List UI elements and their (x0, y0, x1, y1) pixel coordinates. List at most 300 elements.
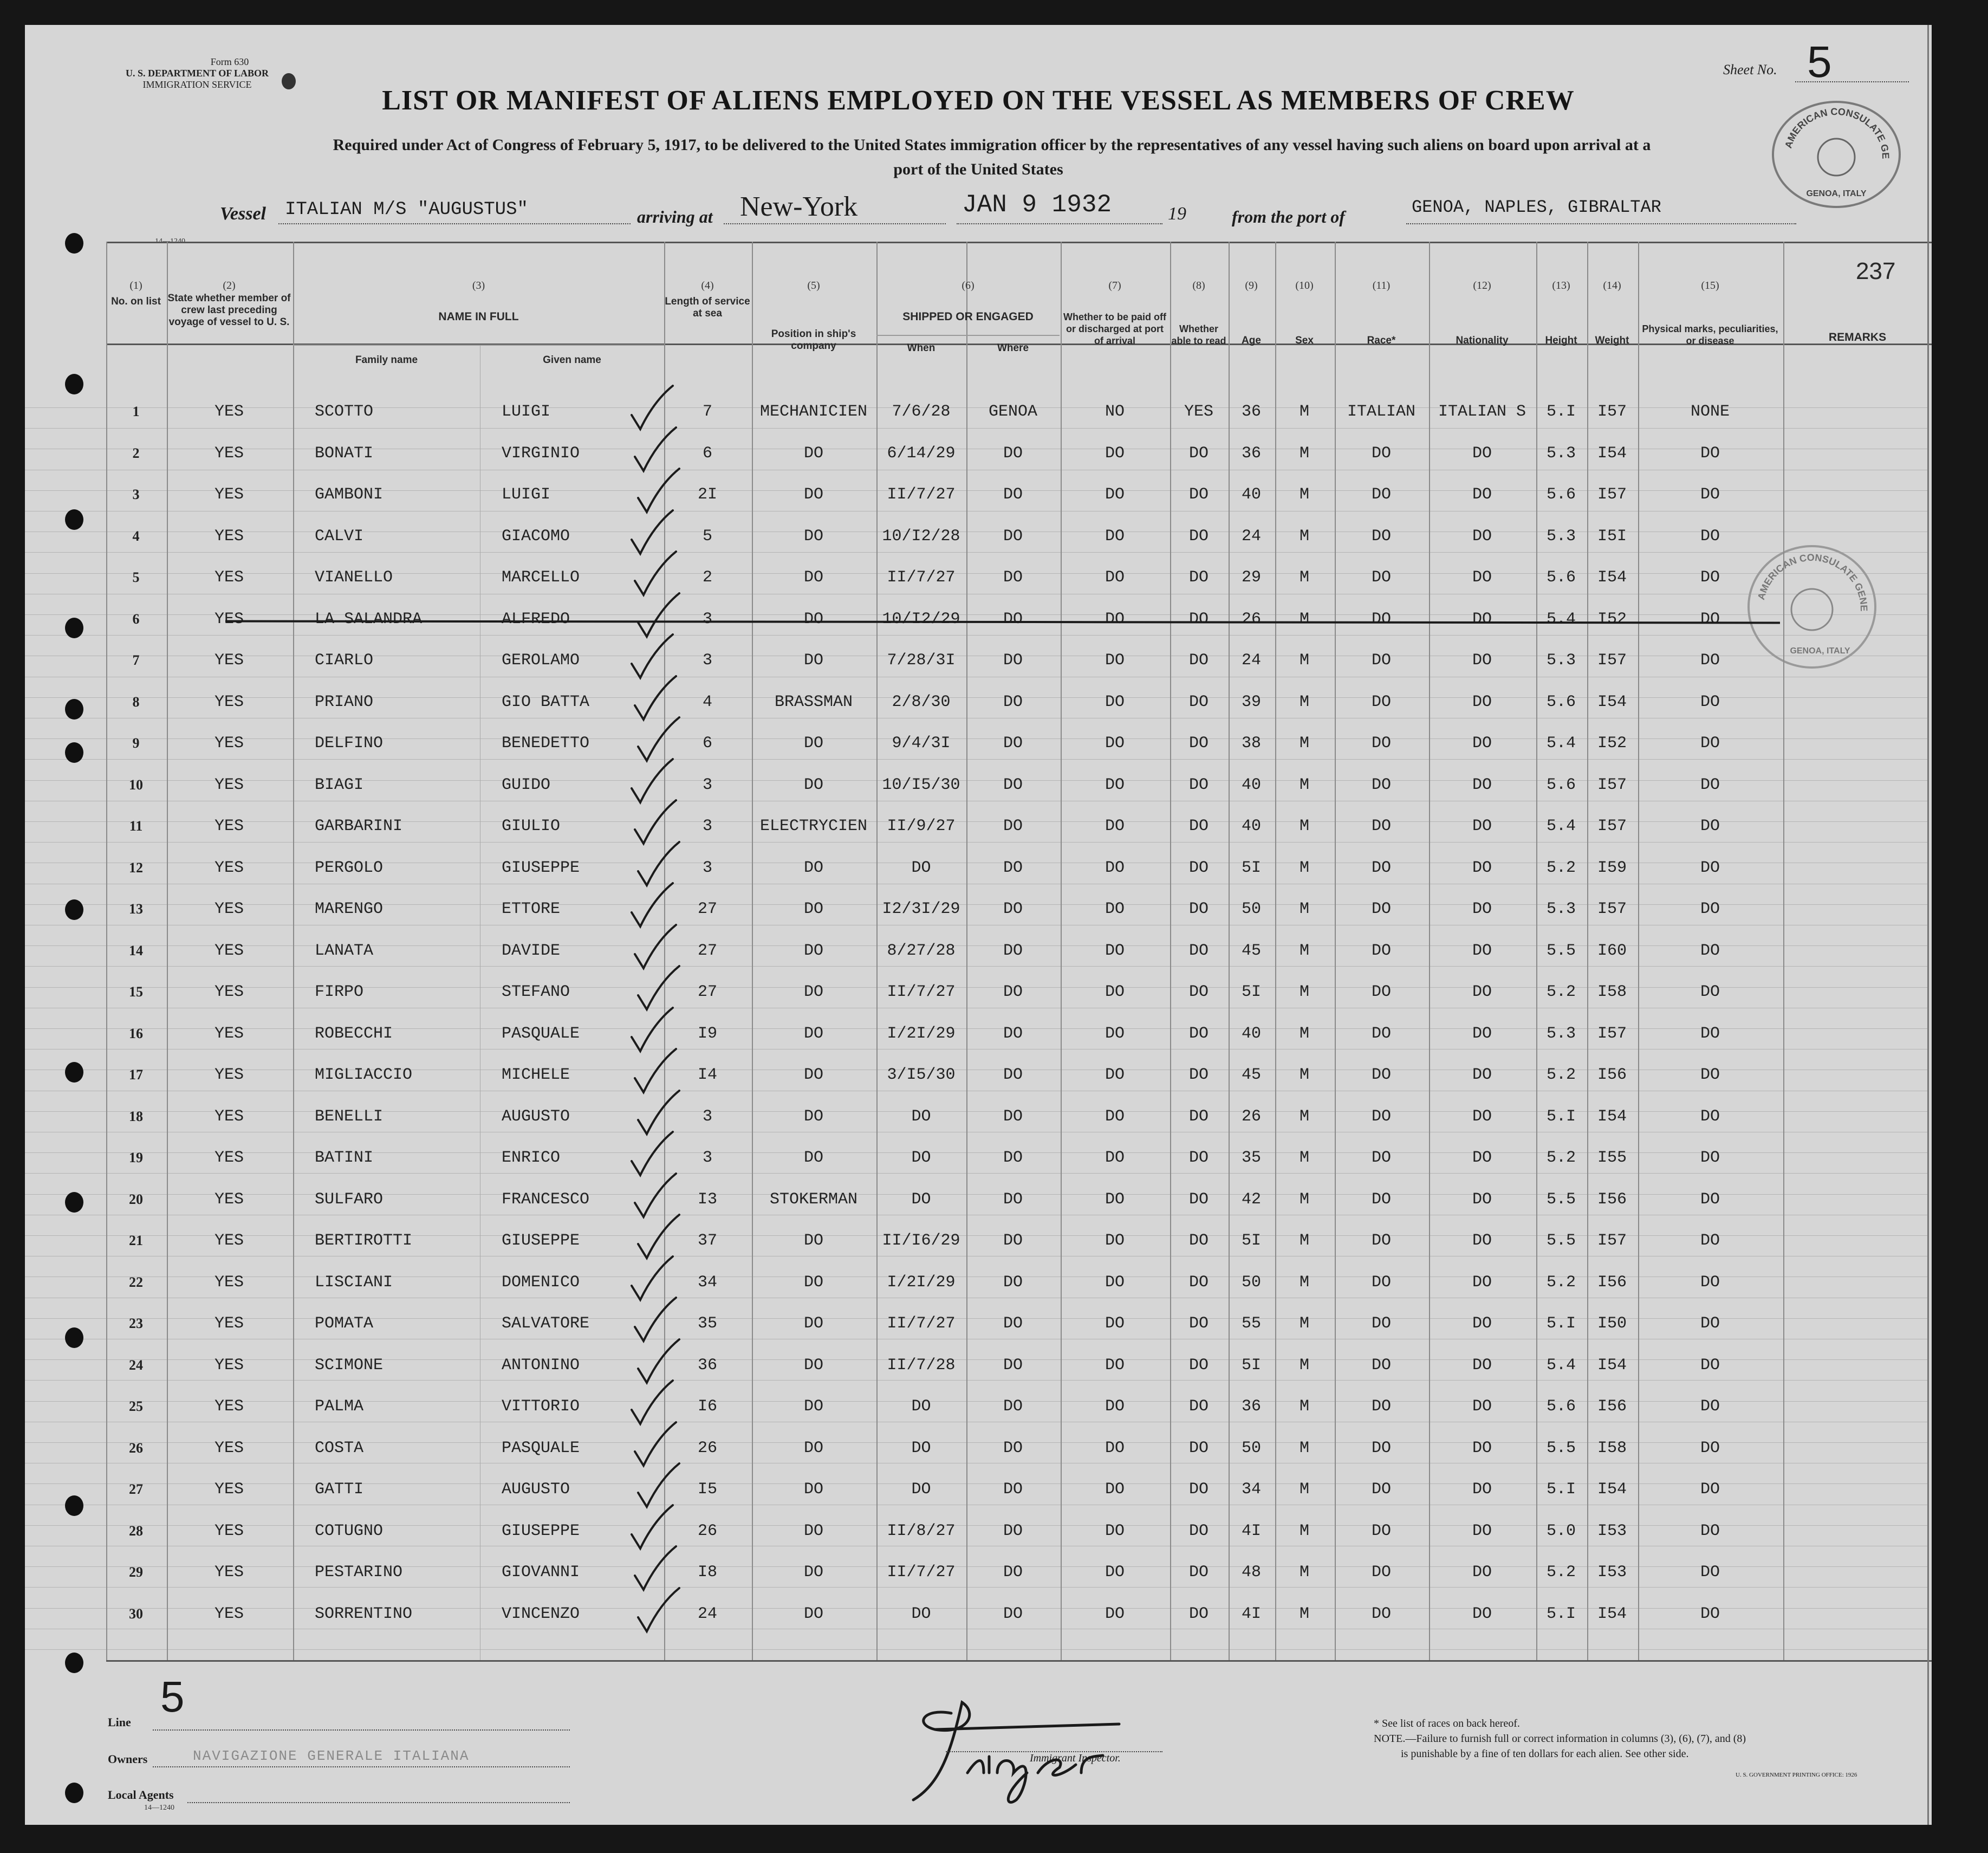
cell-age: 36 (1241, 444, 1261, 463)
cell-service: 27 (697, 941, 717, 960)
table-row (25, 723, 1932, 764)
cell-when: II/9/27 (887, 817, 956, 835)
column-number: (4) (701, 280, 714, 291)
cell-read: DO (1188, 1563, 1209, 1582)
cell-weight: I58 (1597, 1439, 1627, 1457)
cell-read: DO (1188, 610, 1209, 629)
cell-nationality: DO (1472, 734, 1492, 753)
cell-height: 5.5 (1546, 1232, 1576, 1250)
cell-marks: NONE (1690, 403, 1730, 421)
header-race: Race* (1367, 335, 1396, 346)
cell-marks: DO (1700, 610, 1720, 629)
cell-sex: M (1299, 983, 1309, 1001)
port-value-line (1406, 223, 1796, 224)
cell-read: DO (1188, 1149, 1209, 1167)
cell-nationality: DO (1472, 817, 1492, 835)
line-value: 5 (160, 1673, 185, 1721)
cell-race: DO (1371, 1232, 1391, 1250)
department-name: U. S. DEPARTMENT OF LABOR (125, 68, 269, 79)
cell-nationality: DO (1472, 1314, 1492, 1333)
cell-state: YES (214, 1439, 244, 1457)
cell-sex: M (1299, 610, 1309, 629)
cell-position: DO (803, 1024, 823, 1043)
cell-when: I/2I/29 (887, 1273, 956, 1292)
cell-marks: DO (1700, 1604, 1720, 1623)
header-length-service: Length of service at sea (665, 296, 750, 319)
cell-where: DO (1003, 1604, 1023, 1623)
cell-no: 30 (129, 1605, 143, 1622)
cell-height: 5.6 (1546, 775, 1576, 794)
cell-weight: I52 (1597, 734, 1627, 753)
cell-when: DO (911, 858, 931, 877)
cell-when: 7/28/3I (887, 651, 956, 670)
cell-when: II/7/27 (887, 1314, 956, 1333)
cell-weight: I57 (1597, 403, 1627, 421)
cell-read: DO (1188, 692, 1209, 711)
cell-marks: DO (1700, 651, 1720, 670)
cell-state: YES (214, 941, 244, 960)
cell-given: GIUSEPPE (502, 1232, 580, 1250)
cell-weight: I55 (1597, 1149, 1627, 1167)
header-nationality: Nationality (1456, 335, 1509, 346)
cell-paid: DO (1105, 900, 1125, 918)
line-label: Line (108, 1715, 131, 1729)
cell-height: 5.2 (1546, 1066, 1576, 1084)
cell-when: 9/4/3I (892, 734, 951, 753)
cell-state: YES (214, 1480, 244, 1499)
stamp-middle-text: AMERICAN CONSULATE GENE (1755, 552, 1870, 612)
cell-weight: I58 (1597, 983, 1627, 1001)
cell-read: DO (1188, 651, 1209, 670)
cell-position: DO (803, 485, 823, 504)
cell-no: 8 (132, 694, 140, 710)
cell-sex: M (1299, 1107, 1309, 1126)
cell-state: YES (214, 900, 244, 918)
cell-age: 40 (1241, 817, 1261, 835)
stamp-top-city: GENOA, ITALY (1806, 189, 1867, 198)
cell-service: I8 (697, 1563, 717, 1582)
header-paid-off: Whether to be paid off or discharged at port of arrival (1063, 312, 1166, 346)
cell-age: 34 (1241, 1480, 1261, 1499)
arrival-date-line (957, 223, 1162, 224)
cell-marks: DO (1700, 692, 1720, 711)
table-row (25, 1013, 1932, 1054)
cell-age: 40 (1241, 775, 1261, 794)
cell-height: 5.2 (1546, 1563, 1576, 1582)
cell-paid: DO (1105, 1521, 1125, 1540)
cell-height: 5.I (1546, 1314, 1576, 1333)
cell-given: ANTONINO (502, 1356, 580, 1375)
cell-marks: DO (1700, 1190, 1720, 1209)
cell-where: DO (1003, 1563, 1023, 1582)
cell-paid: DO (1105, 1024, 1125, 1043)
column-number: (11) (1372, 280, 1391, 291)
vessel-value-line (278, 223, 631, 224)
binding-hole (65, 742, 83, 763)
cell-service: 37 (697, 1232, 717, 1250)
cell-given: BENEDETTO (502, 734, 590, 753)
binding-hole (65, 1783, 83, 1803)
inspector-line (946, 1751, 1162, 1752)
cell-sex: M (1299, 1190, 1309, 1209)
cell-given: GIUSEPPE (502, 1521, 580, 1540)
cell-state: YES (214, 1190, 244, 1209)
cell-service: I6 (697, 1397, 717, 1416)
cell-weight: I56 (1597, 1273, 1627, 1292)
cell-age: 24 (1241, 651, 1261, 670)
cell-read: DO (1188, 1273, 1209, 1292)
cell-nationality: DO (1472, 444, 1492, 463)
cell-paid: DO (1105, 983, 1125, 1001)
cell-marks: DO (1700, 983, 1720, 1001)
cell-position: ELECTRYCIEN (759, 817, 868, 835)
cell-no: 16 (129, 1025, 143, 1041)
cell-service: 3 (702, 858, 712, 877)
cell-weight: I57 (1597, 817, 1627, 835)
header-height: Height (1545, 335, 1577, 346)
column-number: (2) (223, 280, 236, 291)
cell-race: DO (1371, 527, 1391, 546)
cell-height: 5.6 (1546, 485, 1576, 504)
cell-sex: M (1299, 1563, 1309, 1582)
cell-state: YES (214, 651, 244, 670)
table-row (25, 599, 1932, 640)
cell-no: 5 (132, 569, 140, 585)
port-label: from the port of (1232, 207, 1345, 226)
cell-paid: DO (1105, 568, 1125, 587)
cell-sex: M (1299, 1232, 1309, 1250)
cell-weight: I54 (1597, 1356, 1627, 1375)
cell-paid: DO (1105, 692, 1125, 711)
cell-height: 5.2 (1546, 983, 1576, 1001)
binding-hole (65, 1062, 83, 1083)
cell-given: GIULIO (502, 817, 561, 835)
cell-age: 45 (1241, 941, 1261, 960)
cell-sex: M (1299, 1521, 1309, 1540)
column-number: (13) (1552, 280, 1570, 291)
table-row (25, 1511, 1932, 1552)
header-state-whether: State whether member of crew last preceding voyage of vessel to U. S. (167, 293, 291, 328)
cell-family: FIRPO (315, 983, 364, 1001)
column-number: (14) (1603, 280, 1621, 291)
cell-state: YES (214, 1521, 244, 1540)
table-row (25, 391, 1932, 432)
sheet-label: Sheet No. (1723, 62, 1777, 77)
cell-sex: M (1299, 1149, 1309, 1167)
cell-sex: M (1299, 1604, 1309, 1623)
cell-paid: DO (1105, 1066, 1125, 1084)
cell-no: 14 (129, 942, 143, 958)
cell-given: MARCELLO (502, 568, 580, 587)
cell-marks: DO (1700, 1107, 1720, 1126)
cell-where: DO (1003, 1480, 1023, 1499)
cell-paid: DO (1105, 1190, 1125, 1209)
cell-read: DO (1188, 485, 1209, 504)
cell-race: DO (1371, 941, 1391, 960)
cell-race: DO (1371, 692, 1391, 711)
cell-position: DO (803, 651, 823, 670)
cell-read: DO (1188, 1480, 1209, 1499)
cell-marks: DO (1700, 444, 1720, 463)
cell-race: ITALIAN (1347, 403, 1416, 421)
cell-state: YES (214, 1397, 244, 1416)
cell-service: 27 (697, 983, 717, 1001)
binding-hole (65, 618, 83, 638)
cell-family: VIANELLO (315, 568, 393, 587)
binding-hole (65, 233, 83, 254)
cell-weight: I54 (1597, 692, 1627, 711)
cell-nationality: DO (1472, 1480, 1492, 1499)
cell-position: BRASSMAN (774, 692, 853, 711)
cell-race: DO (1371, 1190, 1391, 1209)
cell-weight: I57 (1597, 485, 1627, 504)
cell-when: II/7/27 (887, 485, 956, 504)
cell-no: 19 (129, 1150, 143, 1165)
cell-no: 12 (129, 859, 143, 876)
cell-nationality: DO (1472, 1397, 1492, 1416)
header-shipped-engaged: SHIPPED OR ENGAGED (902, 310, 1034, 323)
column-number: (7) (1108, 280, 1121, 291)
cell-state: YES (214, 1314, 244, 1333)
cell-height: 5.4 (1546, 610, 1576, 629)
cell-weight: I57 (1597, 651, 1627, 670)
cell-when: 10/I2/28 (882, 527, 960, 546)
cell-family: SORRENTINO (315, 1604, 413, 1623)
cell-weight: I53 (1597, 1563, 1627, 1582)
cell-no: 22 (129, 1274, 143, 1290)
cell-when: II/7/27 (887, 1563, 956, 1582)
cell-service: 7 (702, 403, 712, 421)
table-row (25, 557, 1932, 598)
cell-given: GEROLAMO (502, 651, 580, 670)
cell-nationality: DO (1472, 610, 1492, 629)
cell-where: DO (1003, 485, 1023, 504)
cell-service: 24 (697, 1604, 717, 1623)
cell-service: 26 (697, 1439, 717, 1457)
cell-sex: M (1299, 775, 1309, 794)
cell-age: 5I (1241, 983, 1261, 1001)
cell-service: 27 (697, 900, 717, 918)
cell-paid: DO (1105, 527, 1125, 546)
cell-family: CALVI (315, 527, 364, 546)
cell-where: DO (1003, 444, 1023, 463)
cell-where: DO (1003, 1356, 1023, 1375)
cell-sex: M (1299, 1314, 1309, 1333)
cell-no: 11 (129, 818, 143, 834)
cell-position: DO (803, 1314, 823, 1333)
binding-hole (282, 73, 296, 89)
cell-read: DO (1188, 817, 1209, 835)
cell-nationality: DO (1472, 1563, 1492, 1582)
cell-nationality: DO (1472, 527, 1492, 546)
cell-nationality: DO (1472, 858, 1492, 877)
cell-state: YES (214, 858, 244, 877)
cell-paid: DO (1105, 1273, 1125, 1292)
cell-age: 35 (1241, 1149, 1261, 1167)
cell-where: DO (1003, 1521, 1023, 1540)
cell-paid: DO (1105, 1397, 1125, 1416)
cell-service: 36 (697, 1356, 717, 1375)
cell-no: 27 (129, 1481, 143, 1497)
cell-state: YES (214, 983, 244, 1001)
cell-state: YES (214, 817, 244, 835)
form-code-bottom: 14—1240 (144, 1804, 174, 1812)
header-age: Age (1242, 335, 1261, 346)
cell-state: YES (214, 1149, 244, 1167)
cell-nationality: DO (1472, 1439, 1492, 1457)
cell-race: DO (1371, 1563, 1391, 1582)
cell-nationality: DO (1472, 1356, 1492, 1375)
cell-when: DO (911, 1604, 931, 1623)
table-row (25, 1096, 1932, 1137)
cell-read: DO (1188, 444, 1209, 463)
cell-marks: DO (1700, 900, 1720, 918)
printing-office-note: U. S. GOVERNMENT PRINTING OFFICE: 1926 (1736, 1772, 1857, 1778)
cell-weight: I5I (1597, 527, 1627, 546)
cell-marks: DO (1700, 485, 1720, 504)
sheet-number: 5 (1807, 37, 1832, 87)
local-agents-label: Local Agents (108, 1788, 174, 1802)
cell-age: 36 (1241, 403, 1261, 421)
cell-when: DO (911, 1190, 931, 1209)
cell-when: 2/8/30 (892, 692, 951, 711)
cell-service: 2I (697, 485, 717, 504)
cell-weight: I56 (1597, 1397, 1627, 1416)
cell-height: 5.3 (1546, 527, 1576, 546)
cell-read: DO (1188, 1521, 1209, 1540)
cell-read: DO (1188, 1604, 1209, 1623)
cell-race: DO (1371, 1314, 1391, 1333)
table-row (25, 889, 1932, 930)
column-number: (6) (961, 280, 974, 291)
cell-sex: M (1299, 568, 1309, 587)
cell-race: DO (1371, 1356, 1391, 1375)
cell-state: YES (214, 610, 244, 629)
cell-where: DO (1003, 900, 1023, 918)
cell-paid: DO (1105, 651, 1125, 670)
cell-given: GUIDO (502, 775, 551, 794)
cell-height: 5.6 (1546, 1397, 1576, 1416)
cell-height: 5.2 (1546, 1149, 1576, 1167)
cell-marks: DO (1700, 527, 1720, 546)
cell-read: DO (1188, 983, 1209, 1001)
cell-nationality: DO (1472, 1107, 1492, 1126)
cell-height: 5.6 (1546, 568, 1576, 587)
cell-sex: M (1299, 941, 1309, 960)
cell-given: GIO BATTA (502, 692, 590, 711)
cell-paid: DO (1105, 1149, 1125, 1167)
cell-when: II/7/28 (887, 1356, 956, 1375)
cell-race: DO (1371, 1604, 1391, 1623)
cell-nationality: DO (1472, 568, 1492, 587)
cell-age: 38 (1241, 734, 1261, 753)
column-number: (5) (807, 280, 820, 291)
cell-service: I9 (697, 1024, 717, 1043)
cell-where: DO (1003, 692, 1023, 711)
sheet-right-edge (1927, 25, 1929, 1825)
cell-service: I5 (697, 1480, 717, 1499)
cell-family: SULFARO (315, 1190, 384, 1209)
cell-read: DO (1188, 1397, 1209, 1416)
cell-paid: DO (1105, 775, 1125, 794)
form-code-top: 14—1240 (155, 237, 185, 245)
cell-given: GIACOMO (502, 527, 570, 546)
cell-position: DO (803, 1273, 823, 1292)
binding-hole (65, 374, 83, 394)
cell-nationality: DO (1472, 1190, 1492, 1209)
cell-weight: I54 (1597, 568, 1627, 587)
cell-weight: I57 (1597, 775, 1627, 794)
cell-where: DO (1003, 1190, 1023, 1209)
cell-sex: M (1299, 1273, 1309, 1292)
cell-service: 3 (702, 651, 712, 670)
cell-marks: DO (1700, 1066, 1720, 1084)
cell-state: YES (214, 1604, 244, 1623)
cell-nationality: DO (1472, 1024, 1492, 1043)
shipped-header-divider (876, 335, 1060, 336)
cell-nationality: DO (1472, 983, 1492, 1001)
cell-position: STOKERMAN (769, 1190, 858, 1209)
binding-hole (65, 1192, 83, 1213)
cell-marks: DO (1700, 775, 1720, 794)
cell-state: YES (214, 403, 244, 421)
cell-paid: NO (1105, 403, 1125, 421)
cell-height: 5.I (1546, 1480, 1576, 1499)
header-where: Where (997, 342, 1029, 354)
cell-position: DO (803, 734, 823, 753)
cell-height: 5.5 (1546, 941, 1576, 960)
cell-where: DO (1003, 1314, 1023, 1333)
cell-height: 5.3 (1546, 651, 1576, 670)
cell-age: 50 (1241, 1439, 1261, 1457)
owners-label: Owners (108, 1752, 148, 1766)
cell-when: DO (911, 1107, 931, 1126)
cell-given: SALVATORE (502, 1314, 590, 1333)
cell-sex: M (1299, 692, 1309, 711)
cell-weight: I57 (1597, 900, 1627, 918)
cell-height: 5.3 (1546, 444, 1576, 463)
line-value-line (153, 1729, 570, 1731)
binding-hole (65, 509, 83, 530)
cell-position: DO (803, 900, 823, 918)
cell-family: SCOTTO (315, 403, 374, 421)
cell-when: DO (911, 1149, 931, 1167)
table-row (25, 1303, 1932, 1344)
cell-state: YES (214, 1107, 244, 1126)
cell-weight: I50 (1597, 1314, 1627, 1333)
cell-weight: I56 (1597, 1190, 1627, 1209)
cell-read: DO (1188, 568, 1209, 587)
table-bottom-border (106, 1660, 1932, 1662)
cell-given: ETTORE (502, 900, 561, 918)
cell-race: DO (1371, 734, 1391, 753)
cell-read: DO (1188, 1107, 1209, 1126)
cell-race: DO (1371, 444, 1391, 463)
cell-race: DO (1371, 817, 1391, 835)
cell-where: DO (1003, 1107, 1023, 1126)
cell-service: 26 (697, 1521, 717, 1540)
cell-when: II/8/27 (887, 1521, 956, 1540)
cell-read: DO (1188, 1232, 1209, 1250)
stamp-top-text: AMERICAN CONSULATE GE (1783, 106, 1892, 159)
cell-weight: I59 (1597, 858, 1627, 877)
cell-nationality: DO (1472, 1066, 1492, 1084)
cell-state: YES (214, 775, 244, 794)
cell-position: DO (803, 527, 823, 546)
cell-where: DO (1003, 941, 1023, 960)
cell-given: VITTORIO (502, 1397, 580, 1416)
cell-state: YES (214, 734, 244, 753)
